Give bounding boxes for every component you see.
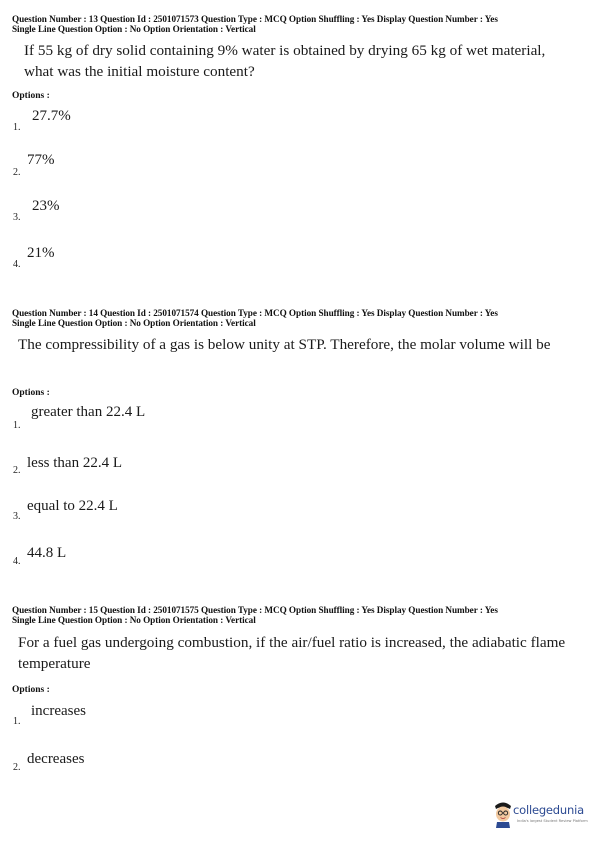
question-meta-line: Question Number : 15 Question Id : 2501071575 Question Type : MCQ Option Shuffling : Yes Display Question Number : Yes	[12, 605, 498, 615]
option-text: 23%	[32, 198, 60, 214]
question-13-meta	[12, 14, 582, 34]
option-number: 4.	[13, 259, 21, 270]
question-meta-line: Single Line Question Option : No Option Orientation : Vertical	[12, 615, 256, 625]
options-label: Options :	[12, 388, 50, 398]
question-meta-line: Single Line Question Option : No Option Orientation : Vertical	[12, 24, 256, 34]
question-meta-line: Question Number : 14 Question Id : 2501071574 Question Type : MCQ Option Shuffling : Yes Display Question Number : Yes	[12, 308, 498, 318]
option-number: 2.	[13, 762, 21, 773]
question-14-text: The compressibility of a gas is below unity at STP. Therefore, the molar volume will be	[18, 336, 551, 353]
option-text: less than 22.4 L	[27, 455, 122, 471]
logo-tagline: India's largest Student Review Platform	[517, 819, 588, 823]
options-label: Options :	[12, 685, 50, 695]
option-number: 4.	[13, 556, 21, 567]
option-text: 77%	[27, 152, 55, 168]
question-14-meta	[12, 308, 582, 328]
option-text: equal to 22.4 L	[27, 498, 118, 514]
option-text: 27.7%	[32, 108, 71, 124]
option-number: 1.	[13, 716, 21, 727]
question-13-text: If 55 kg of dry solid containing 9% water is obtained by drying 65 kg of wet material, what was the initial moisture content?	[24, 42, 546, 80]
option-number: 1.	[13, 420, 21, 431]
collegedunia-logo	[493, 800, 593, 836]
option-number: 3.	[13, 212, 21, 223]
option-number: 2.	[13, 167, 21, 178]
mascot-icon	[493, 800, 513, 828]
option-number: 3.	[13, 511, 21, 522]
option-number: 2.	[13, 465, 21, 476]
option-text: greater than 22.4 L	[31, 404, 146, 420]
options-label: Options :	[12, 91, 50, 101]
option-text: increases	[31, 703, 86, 719]
question-15-text: For a fuel gas undergoing combustion, if the air/fuel ratio is increased, the adiabatic flame temperature	[18, 634, 566, 672]
option-text: decreases	[27, 751, 85, 767]
question-meta-line: Single Line Question Option : No Option Orientation : Vertical	[12, 318, 256, 328]
option-text: 44.8 L	[27, 545, 67, 561]
question-meta-line: Question Number : 13 Question Id : 2501071573 Question Type : MCQ Option Shuffling : Yes Display Question Number : Yes	[12, 14, 498, 24]
question-15-meta	[12, 605, 582, 625]
logo-wordmark: collegedunia	[513, 803, 584, 817]
option-number: 1.	[13, 122, 21, 133]
option-text: 21%	[27, 245, 55, 261]
